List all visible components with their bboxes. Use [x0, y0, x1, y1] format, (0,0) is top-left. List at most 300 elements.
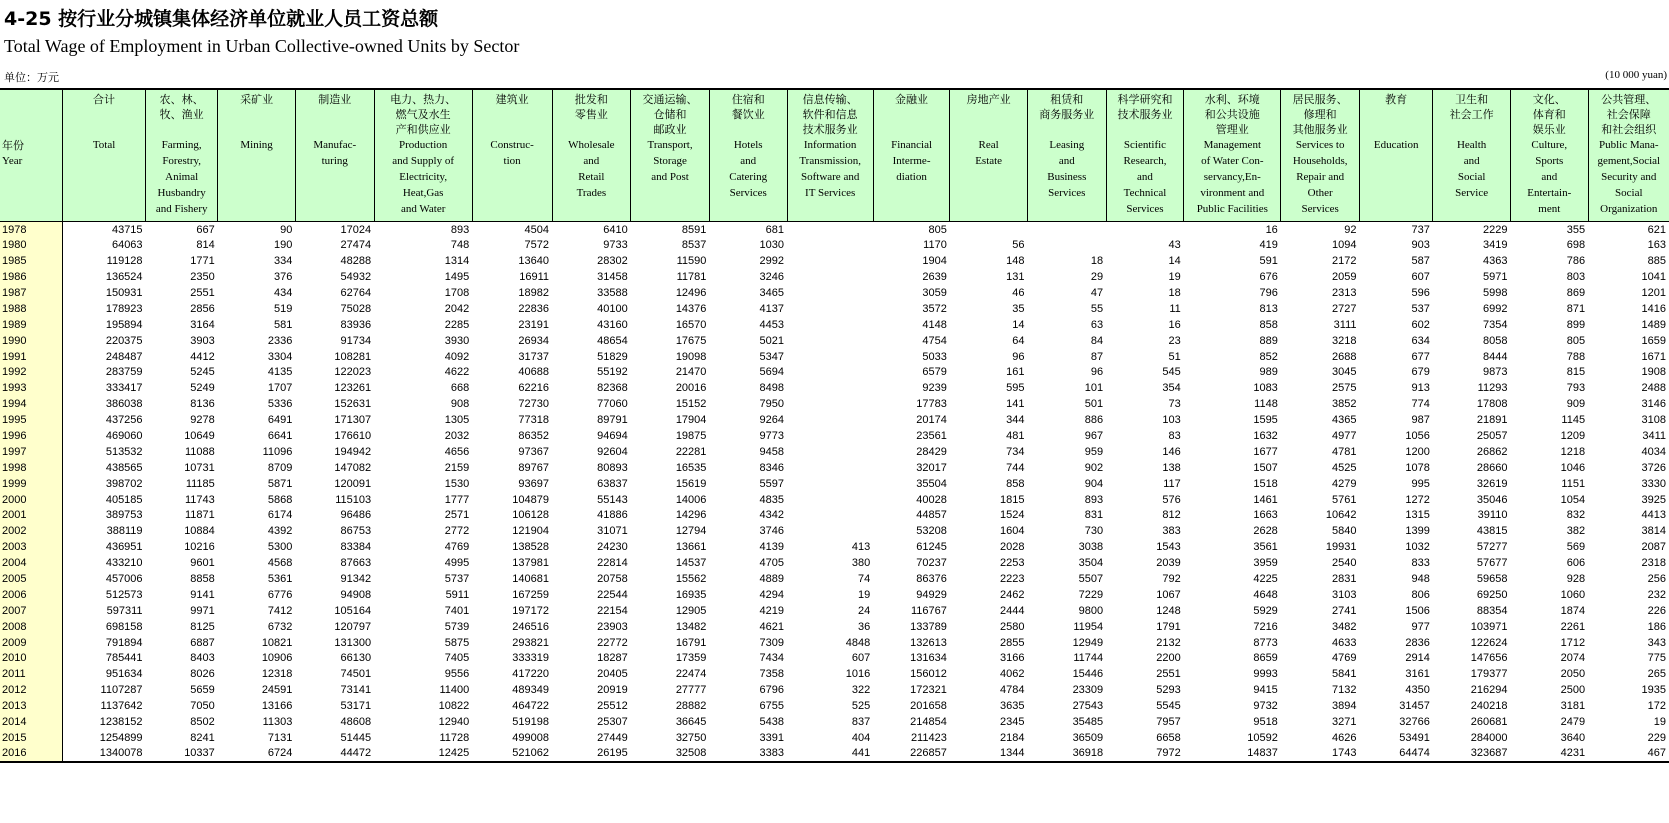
value-cell: 3330 — [1641, 477, 1666, 490]
value-cell: 8241 — [190, 731, 215, 744]
value-cell: 774 — [1411, 398, 1430, 411]
table-row — [0, 730, 1669, 746]
value-cell: 48654 — [597, 334, 628, 347]
value-cell: 10731 — [184, 461, 215, 474]
value-cell: 2313 — [1332, 287, 1357, 299]
value-cell: 4062 — [999, 668, 1025, 681]
value-cell — [787, 476, 873, 492]
value-cell: 382 — [1566, 525, 1586, 538]
value-cell: 607 — [851, 652, 871, 665]
value-cell: 4413 — [1641, 509, 1666, 522]
year-cell: 2001 — [0, 508, 63, 524]
header-col-cn: 公共管理、 社会保障 和社会组织 — [1601, 93, 1657, 136]
value-cell: 2350 — [190, 271, 215, 284]
value-cell: 122023 — [334, 366, 372, 379]
value-cell: 1777 — [444, 493, 470, 506]
year-cell: 1986 — [0, 269, 63, 285]
value-cell: 8125 — [190, 620, 215, 633]
header-col-5 — [472, 89, 552, 222]
value-cell — [787, 269, 873, 285]
value-cell: 14296 — [675, 509, 707, 522]
header-col-en: Financial Interme- diation — [891, 139, 933, 183]
value-cell: 51445 — [340, 731, 372, 744]
header-col-2 — [218, 89, 296, 222]
value-cell: 35046 — [1476, 493, 1508, 506]
value-cell: 43815 — [1476, 525, 1508, 538]
value-cell: 2741 — [1332, 604, 1357, 617]
value-cell: 5911 — [445, 588, 470, 601]
value-cell: 2074 — [1560, 652, 1586, 665]
header-col-en: Leasing and Business Services — [1047, 139, 1087, 199]
value-cell: 1016 — [845, 668, 871, 681]
value-cell: 9239 — [922, 382, 947, 395]
value-cell: 27543 — [1072, 700, 1104, 713]
value-cell: 10906 — [261, 652, 293, 665]
value-cell: 9873 — [1482, 366, 1508, 379]
value-cell: 14006 — [675, 493, 707, 506]
value-cell: 2628 — [1253, 525, 1278, 538]
value-cell: 3411 — [1642, 430, 1666, 443]
value-cell: 5021 — [759, 334, 785, 347]
value-cell: 226 — [1647, 604, 1666, 617]
value-cell: 4633 — [1332, 636, 1357, 649]
value-cell: 7434 — [759, 652, 785, 665]
value-cell: 5438 — [759, 716, 785, 729]
header-year — [0, 89, 63, 222]
value-cell: 2132 — [1156, 636, 1181, 649]
value-cell: 43715 — [63, 222, 146, 238]
value-cell: 22814 — [597, 557, 628, 570]
value-cell: 33588 — [597, 287, 628, 299]
value-cell: 167259 — [512, 588, 549, 601]
value-cell: 18982 — [518, 287, 549, 299]
header-col-cn: 交通运输、 仓储和 邮政业 — [642, 93, 698, 136]
value-cell: 8659 — [1253, 652, 1278, 665]
header-col-9 — [787, 89, 873, 222]
value-cell: 104879 — [512, 493, 549, 506]
value-cell: 1874 — [1560, 604, 1586, 617]
value-cell: 4656 — [444, 445, 470, 458]
value-cell: 57277 — [1476, 541, 1508, 554]
value-cell: 4365 — [1332, 414, 1357, 427]
value-cell: 22281 — [675, 445, 707, 458]
value-cell: 19931 — [1325, 541, 1357, 554]
value-cell: 902 — [1084, 461, 1104, 474]
value-cell: 4621 — [759, 620, 785, 633]
value-cell: 6641 — [267, 430, 293, 443]
value-cell: 837 — [851, 716, 871, 729]
header-col-19 — [1588, 89, 1669, 222]
header-col-cn: 房地产业 — [966, 93, 1011, 106]
value-cell: 131300 — [334, 636, 372, 649]
value-cell: 2836 — [1405, 636, 1430, 649]
value-cell: 16535 — [675, 461, 707, 474]
value-cell: 591 — [1259, 255, 1278, 268]
header-col-8 — [709, 89, 787, 222]
value-cell: 137981 — [512, 557, 549, 570]
value-cell: 3181 — [1560, 700, 1586, 713]
header-col-cn: 农、林、 牧、渔业 — [159, 93, 204, 121]
value-cell: 14537 — [675, 557, 707, 570]
value-cell: 73141 — [340, 684, 372, 697]
value-cell: 2336 — [267, 334, 293, 347]
value-cell: 147082 — [334, 461, 372, 474]
value-cell: 103 — [1162, 414, 1181, 427]
value-cell: 260681 — [1470, 716, 1508, 729]
value-cell: 72730 — [518, 398, 549, 411]
value-cell: 172321 — [910, 684, 947, 697]
table-row — [0, 412, 1669, 428]
table-row — [0, 555, 1669, 571]
value-cell: 55192 — [597, 366, 628, 379]
value-cell: 1041 — [1641, 271, 1666, 284]
value-cell: 31457 — [1399, 700, 1430, 713]
value-cell: 26195 — [597, 747, 628, 760]
value-cell: 14376 — [675, 302, 707, 315]
header-col-cn: 制造业 — [318, 93, 352, 106]
value-cell: 438565 — [105, 461, 143, 474]
value-cell: 87663 — [340, 557, 372, 570]
value-cell — [1106, 222, 1184, 238]
table-row — [0, 301, 1669, 317]
value-cell: 8858 — [190, 573, 215, 586]
value-cell: 23903 — [597, 620, 628, 633]
value-cell: 2059 — [1332, 271, 1357, 284]
value-cell: 53491 — [1399, 731, 1430, 744]
value-cell: 8136 — [190, 398, 215, 411]
year-cell: 2015 — [0, 730, 63, 746]
value-cell: 989 — [1259, 366, 1278, 379]
value-cell: 25057 — [1476, 430, 1508, 443]
value-cell: 4525 — [1332, 461, 1357, 474]
value-cell: 333417 — [105, 382, 143, 395]
value-cell: 23191 — [518, 318, 549, 331]
value-cell: 32508 — [675, 747, 707, 760]
value-cell: 44857 — [916, 509, 947, 522]
value-cell: 6776 — [267, 588, 293, 601]
value-cell: 1935 — [1641, 684, 1666, 697]
value-cell: 3930 — [444, 334, 470, 347]
value-cell: 20758 — [597, 573, 628, 586]
value-cell: 248487 — [105, 350, 143, 363]
value-cell: 54932 — [340, 271, 372, 284]
value-cell: 39110 — [1477, 509, 1508, 522]
year-cell: 2011 — [0, 666, 63, 682]
value-cell: 63837 — [597, 477, 628, 490]
value-cell: 7972 — [1156, 747, 1181, 760]
value-cell: 138 — [1162, 461, 1181, 474]
value-cell: 10337 — [184, 747, 215, 760]
header-col-cn: 合计 — [93, 93, 116, 106]
value-cell: 103971 — [1470, 620, 1508, 633]
value-cell: 10649 — [184, 430, 215, 443]
value-cell: 96 — [1012, 350, 1025, 363]
value-cell: 51 — [1168, 350, 1181, 363]
value-cell: 4294 — [759, 588, 785, 601]
value-cell: 80893 — [597, 461, 628, 474]
value-cell: 265 — [1647, 668, 1666, 681]
value-cell: 885 — [1647, 255, 1666, 268]
value-cell: 852 — [1259, 350, 1278, 363]
value-cell: 383 — [1162, 525, 1181, 538]
header-col-17 — [1433, 89, 1511, 222]
value-cell: 4034 — [1641, 445, 1666, 458]
value-cell: 3814 — [1641, 525, 1666, 538]
header-col-en: Culture, Sports and Entertain- ment — [1527, 139, 1572, 215]
value-cell: 1495 — [444, 271, 470, 284]
value-cell: 117 — [1163, 477, 1181, 490]
header-col-16 — [1360, 89, 1433, 222]
value-cell: 404 — [851, 731, 871, 744]
value-cell: 587 — [1411, 255, 1430, 268]
value-cell — [1027, 237, 1106, 253]
value-cell: 18 — [1168, 287, 1181, 299]
value-cell: 2639 — [922, 271, 947, 284]
value-cell: 389753 — [105, 509, 143, 522]
value-cell: 62216 — [518, 382, 549, 395]
value-cell: 3419 — [1482, 239, 1508, 252]
value-cell: 1032 — [1405, 541, 1430, 554]
header-col-en: Information Transmission, Software and IT Services — [799, 139, 861, 199]
value-cell: 2571 — [444, 509, 470, 522]
value-cell: 519 — [274, 302, 293, 315]
value-cell: 11743 — [185, 493, 215, 506]
value-cell: 909 — [1566, 398, 1586, 411]
value-cell: 3271 — [1332, 716, 1357, 729]
table-row — [0, 317, 1669, 333]
value-cell: 24230 — [597, 541, 628, 554]
value-cell: 284000 — [1470, 731, 1508, 744]
value-cell: 74501 — [340, 668, 372, 681]
value-cell: 417220 — [512, 668, 549, 681]
value-cell: 122624 — [1470, 636, 1508, 649]
value-cell: 4995 — [444, 557, 470, 570]
value-cell: 25307 — [597, 716, 628, 729]
header-col-en: Hotels and Catering Services — [729, 139, 768, 199]
value-cell: 4342 — [759, 509, 785, 522]
value-cell: 1094 — [1332, 239, 1357, 252]
value-cell: 995 — [1411, 477, 1430, 490]
header-col-cn: 信息传输、 软件和信息 技术服务业 — [802, 93, 858, 136]
value-cell: 11088 — [185, 445, 215, 458]
header-col-18 — [1510, 89, 1588, 222]
value-cell: 1151 — [1561, 477, 1586, 490]
value-cell: 23561 — [916, 430, 947, 443]
value-cell: 831 — [1084, 509, 1104, 522]
value-cell: 2345 — [999, 716, 1025, 729]
value-cell: 62764 — [340, 287, 372, 299]
value-cell: 4392 — [267, 525, 293, 538]
value-cell: 803 — [1566, 271, 1586, 284]
value-cell: 64474 — [1399, 747, 1430, 760]
value-cell: 634 — [1411, 334, 1430, 347]
value-cell: 8709 — [267, 461, 293, 474]
value-cell: 136524 — [105, 271, 143, 284]
value-cell: 56 — [1012, 239, 1025, 252]
value-cell: 2831 — [1332, 573, 1357, 586]
value-cell: 26862 — [1476, 445, 1508, 458]
header-col-14 — [1184, 89, 1281, 222]
value-cell: 6579 — [922, 366, 947, 379]
value-cell: 3059 — [922, 287, 947, 299]
year-cell: 1996 — [0, 428, 63, 444]
value-cell: 2500 — [1560, 684, 1586, 697]
value-cell: 18287 — [597, 652, 628, 665]
value-cell: 11781 — [676, 271, 707, 284]
value-cell: 24591 — [261, 684, 293, 697]
value-cell: 6992 — [1482, 302, 1508, 315]
value-cell: 1078 — [1405, 461, 1430, 474]
value-cell: 467 — [1647, 747, 1666, 760]
value-cell: 70237 — [916, 557, 947, 570]
value-cell: 1200 — [1405, 445, 1430, 458]
value-cell: 1489 — [1641, 318, 1666, 331]
header-col-cn: 批发和 零售业 — [574, 93, 608, 121]
value-cell — [787, 428, 873, 444]
value-cell: 1046 — [1560, 461, 1586, 474]
value-cell: 2172 — [1332, 255, 1357, 268]
value-cell: 858 — [1006, 477, 1025, 490]
value-cell: 46 — [1012, 287, 1025, 299]
value-cell: 3635 — [999, 700, 1025, 713]
value-cell: 4135 — [267, 366, 293, 379]
value-cell: 833 — [1411, 557, 1430, 570]
value-cell: 737 — [1360, 222, 1433, 238]
value-cell: 226857 — [910, 747, 947, 760]
header-col-cn: 金融业 — [895, 93, 929, 106]
value-cell: 194942 — [334, 445, 372, 458]
value-cell: 2914 — [1405, 652, 1430, 665]
header-col-13 — [1106, 89, 1184, 222]
value-cell: 116767 — [910, 604, 947, 617]
value-cell: 323687 — [1470, 747, 1508, 760]
value-cell: 18 — [1090, 255, 1104, 268]
value-cell: 4769 — [1332, 652, 1357, 665]
value-cell: 16911 — [519, 271, 549, 284]
table-row — [0, 237, 1669, 253]
value-cell: 94929 — [916, 588, 947, 601]
value-cell: 5293 — [1156, 684, 1181, 697]
value-cell: 94694 — [597, 430, 628, 443]
value-cell: 4139 — [759, 541, 785, 554]
value-cell: 17675 — [675, 334, 707, 347]
value-cell: 9415 — [1253, 684, 1278, 697]
value-cell: 3925 — [1641, 493, 1666, 506]
year-cell: 2007 — [0, 603, 63, 619]
header-col-en: Scientific Research, and Technical Services — [1123, 139, 1167, 215]
value-cell: 40100 — [597, 302, 628, 315]
value-cell: 179377 — [1470, 668, 1508, 681]
value-cell: 20016 — [675, 382, 707, 395]
value-cell: 2540 — [1332, 557, 1357, 570]
value-cell: 793 — [1566, 382, 1586, 395]
value-cell: 805 — [873, 222, 950, 238]
value-cell: 1712 — [1560, 636, 1586, 649]
value-cell: 4279 — [1332, 477, 1357, 490]
value-cell: 1030 — [759, 239, 785, 252]
value-cell: 4626 — [1332, 731, 1357, 744]
value-cell: 4754 — [922, 334, 947, 347]
value-cell: 5875 — [444, 636, 470, 649]
value-cell: 1543 — [1156, 541, 1181, 554]
value-cell: 2992 — [759, 255, 785, 268]
value-cell: 9556 — [444, 668, 470, 681]
value-cell: 5737 — [444, 573, 470, 586]
value-cell: 86352 — [518, 430, 549, 443]
value-cell: 597311 — [106, 604, 143, 617]
value-cell: 22154 — [597, 604, 628, 617]
value-cell: 1708 — [444, 287, 470, 299]
value-cell: 5868 — [267, 493, 293, 506]
value-cell: 791894 — [105, 636, 143, 649]
value-cell: 176610 — [334, 430, 372, 443]
value-cell: 3903 — [190, 334, 215, 347]
table-row — [0, 253, 1669, 269]
value-cell: 24 — [858, 604, 871, 617]
value-cell: 40028 — [916, 493, 947, 506]
year-cell: 1993 — [0, 380, 63, 396]
value-cell: 12949 — [1072, 636, 1104, 649]
value-cell: 161 — [1006, 366, 1025, 379]
value-cell: 9971 — [190, 604, 215, 617]
header-col-cn: 住宿和 餐饮业 — [731, 93, 765, 121]
value-cell: 6174 — [267, 509, 293, 522]
value-cell: 53171 — [340, 700, 372, 713]
table-row — [0, 619, 1669, 635]
value-cell: 146 — [1162, 445, 1181, 458]
value-cell: 621 — [1588, 222, 1669, 238]
value-cell: 7950 — [759, 398, 785, 411]
value-cell: 4648 — [1253, 588, 1278, 601]
value-cell — [787, 365, 873, 381]
table-row — [0, 492, 1669, 508]
value-cell: 1904 — [922, 255, 947, 268]
table-row — [0, 460, 1669, 476]
value-cell: 4622 — [444, 366, 470, 379]
wage-table — [0, 88, 1669, 763]
value-cell: 4705 — [759, 557, 785, 570]
value-cell: 20174 — [916, 414, 947, 427]
value-cell: 667 — [146, 222, 218, 238]
table-row — [0, 523, 1669, 539]
value-cell: 3959 — [1253, 557, 1278, 570]
year-cell: 1992 — [0, 365, 63, 381]
value-cell: 17904 — [675, 414, 707, 427]
value-cell: 908 — [450, 398, 470, 411]
table-row — [0, 746, 1669, 762]
header-col-cn: 科学研究和 技术服务业 — [1117, 93, 1173, 121]
value-cell: 5245 — [190, 366, 215, 379]
value-cell: 893 — [374, 222, 472, 238]
value-cell: 82368 — [597, 382, 628, 395]
value-cell: 7229 — [1078, 588, 1104, 601]
value-cell: 1461 — [1253, 493, 1278, 506]
value-cell: 832 — [1566, 509, 1586, 522]
value-cell: 8502 — [190, 716, 215, 729]
value-cell: 148 — [1006, 255, 1025, 268]
value-cell: 19098 — [675, 350, 707, 363]
year-cell: 2014 — [0, 714, 63, 730]
value-cell: 96486 — [340, 509, 372, 522]
header-col-15 — [1281, 89, 1360, 222]
value-cell: 7309 — [759, 636, 785, 649]
value-cell: 499008 — [512, 731, 549, 744]
value-cell: 89791 — [597, 414, 628, 427]
year-cell: 1994 — [0, 396, 63, 412]
value-cell: 16 — [1184, 222, 1281, 238]
value-cell: 576 — [1162, 493, 1181, 506]
value-cell — [787, 222, 873, 238]
